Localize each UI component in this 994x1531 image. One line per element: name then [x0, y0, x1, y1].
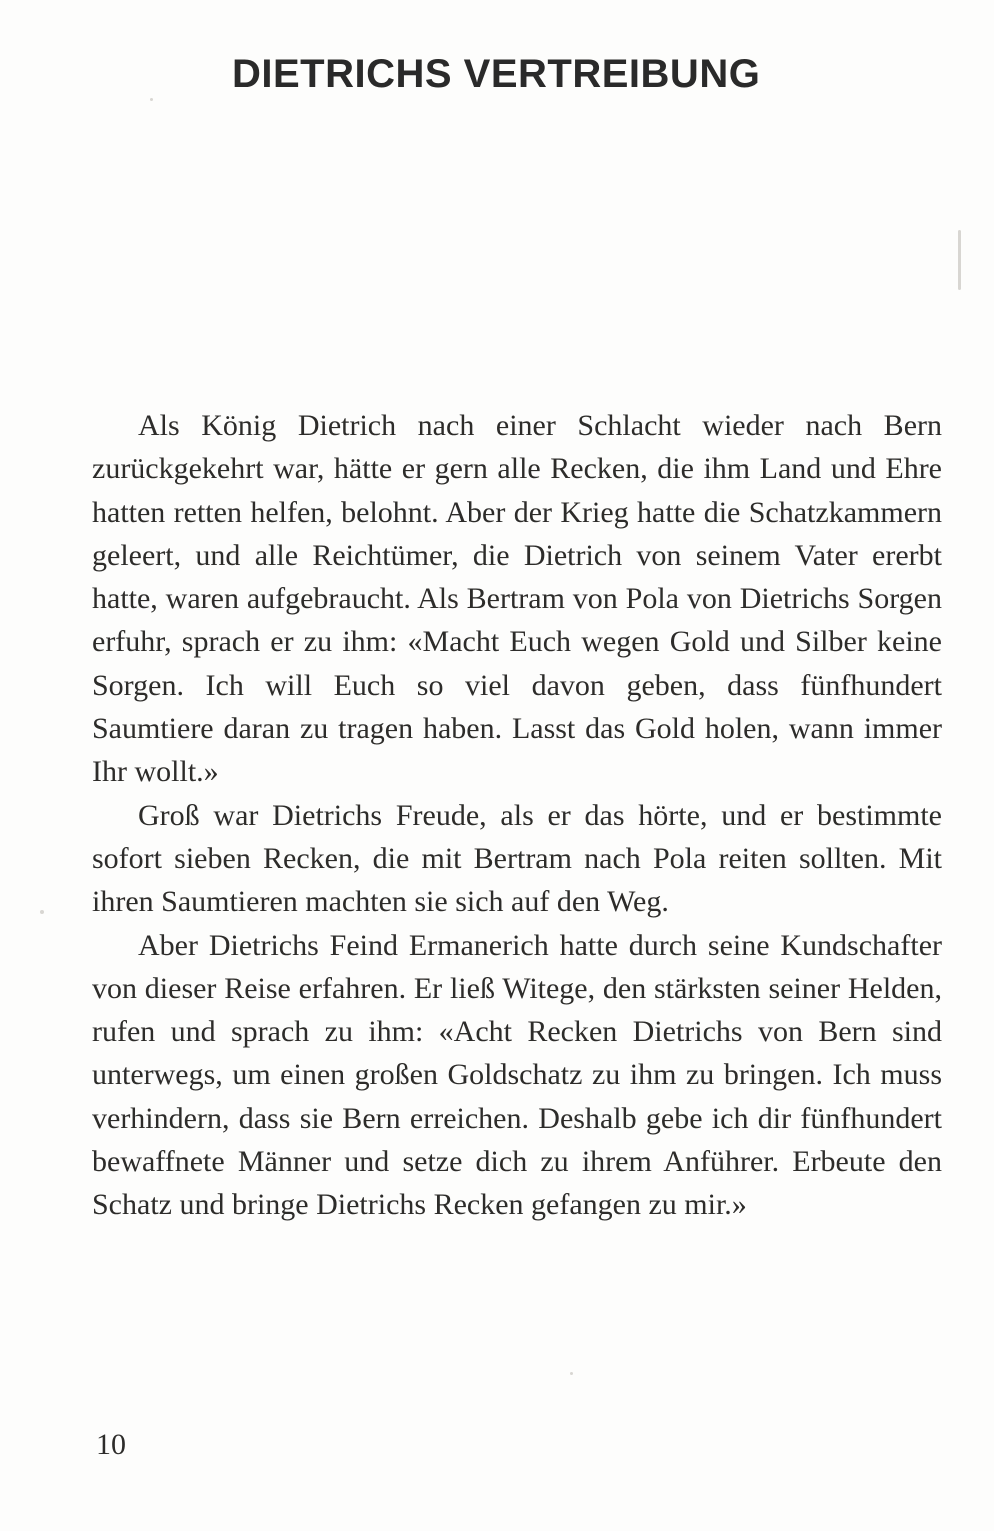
- body-text: [92, 404, 942, 1227]
- chapter-title: DIETRICHS VERTREIBUNG: [232, 52, 761, 96]
- paragraph-1: Als König Dietrich nach einer Schlacht wieder nach Bern zurückgekehrt war, hätte er gern alle Recken, die ihm Land und Ehre hatten retten helfen, belohnt. Aber der Krieg hatte die Schatzkammern geleert, und alle Reichtümer, die Dietrich von seinem Vater ererbt hatte, waren aufgebraucht. Als Bertram von Pola von Dietrichs Sorgen erfuhr, sprach er zu ihm: «Macht Euch wegen Gold und Silber keine Sorgen. Ich will Euch so viel davon geben, dass fünfhundert Saumtiere daran zu tragen haben. Lasst das Gold holen, wann immer Ihr wollt.»: [92, 409, 942, 789]
- paragraph-3: Aber Dietrichs Feind Ermanerich hatte durch seine Kundschafter von dieser Reise erfahren. Er ließ Witege, den stärksten seiner Helden, rufen und sprach zu ihm: «Acht Recken Dietrichs von Bern sind unterwegs, um einen großen Goldschatz zu ihm zu bringen. Ich muss verhindern, dass sie Bern erreichen. Deshalb gebe ich dir fünfhundert bewaffnete Männer und setze dich zu ihrem Anführer. Erbeute den Schatz und bringe Dietrichs Recken gefangen zu mir.»: [92, 928, 942, 1222]
- scan-speck: [150, 98, 153, 101]
- page-number: 10: [96, 1428, 126, 1461]
- scan-speck: [40, 910, 44, 914]
- scan-speck: [570, 1372, 573, 1375]
- paragraph-2: Groß war Dietrichs Freude, als er das hörte, und er bestimmte sofort sieben Recken, die mit Bertram nach Pola reiten sollten. Mit ihren Saumtieren machten sie sich auf den Weg.: [92, 798, 942, 919]
- scan-speck: [958, 230, 961, 290]
